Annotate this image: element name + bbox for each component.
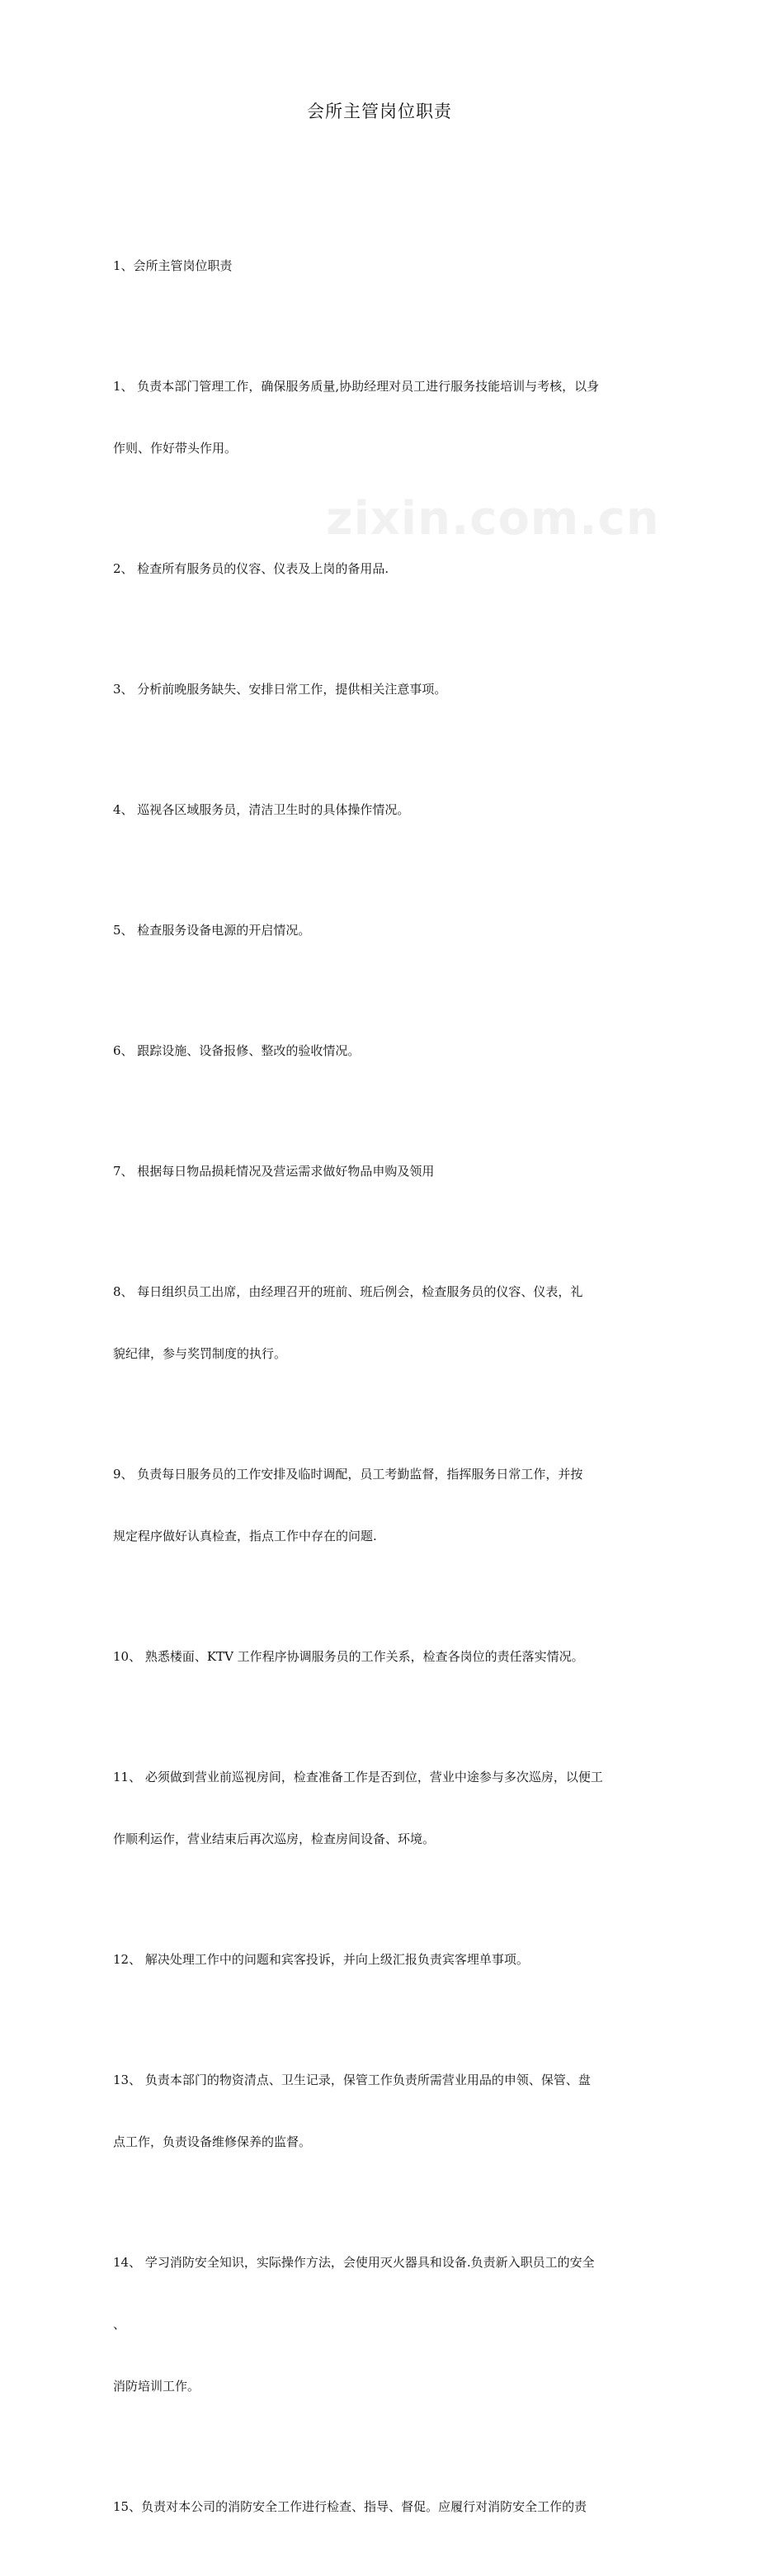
document-title: 会所主管岗位职责: [307, 102, 452, 121]
watermark: zixin.com.cn: [326, 492, 660, 546]
paragraph: [113, 1605, 649, 1709]
paragraph: [113, 1908, 649, 2011]
paragraph-line: 规定程序做好认真检查，指点工作中存在的问题.: [113, 1529, 377, 1543]
paragraph-line: 15、负责对本公司的消防安全工作进行检查、指导、督促。应履行对消防安全工作的责: [113, 2499, 587, 2514]
paragraph-line: 消防培训工作。: [113, 2379, 200, 2394]
paragraph-line: 1、 负责本部门管理工作，确保服务质量,协助经理对员工进行服务技能培训与考核，以身: [113, 379, 600, 394]
paragraph: [113, 2455, 649, 2559]
paragraph-line: 13、 负责本部门的物资清点、卫生记录，保管工作负责所需营业用品的申领、保管、盘: [113, 2073, 591, 2087]
paragraph-line: 作顺利运作，营业结束后再次巡房，检查房间设备、环境。: [113, 1832, 436, 1846]
paragraph: [113, 1120, 649, 1223]
paragraph-line: 10、 熟悉楼面、KTV 工作程序协调服务员的工作关系，检查各岗位的责任落实情况。: [113, 1649, 584, 1664]
paragraph-line: 9、 负责每日服务员的工作安排及临时调配，员工考勤监督，指挥服务日常工作，并按: [113, 1467, 583, 1482]
paragraph: [113, 518, 649, 621]
paragraph: [113, 1423, 649, 1588]
paragraph: [113, 1726, 649, 1891]
paragraph-line: 5、 检查服务设备电源的开启情况。: [113, 923, 311, 938]
paragraph: [113, 759, 649, 862]
paragraph-line: 2、 检查所有服务员的仪容、仪表及上岗的备用品.: [113, 561, 389, 576]
paragraph-line: 7、 根据每日物品损耗情况及营运需求做好物品申购及领用: [113, 1164, 435, 1179]
paragraph: [113, 879, 649, 982]
paragraph-line: 11、 必须做到营业前巡视房间，检查准备工作是否到位，营业中途参与多次巡房，以便工: [113, 1770, 603, 1784]
paragraph: [113, 2211, 649, 2438]
paragraph-line: 14、 学习消防安全知识，实际操作方法，会使用灭火器具和设备.负责新入职员工的安全: [113, 2255, 595, 2270]
paragraph-line: 貌纪律，参与奖罚制度的执行。: [113, 1346, 287, 1361]
paragraph: [113, 215, 649, 318]
paragraph-line: 作则、作好带头作用。: [113, 441, 238, 456]
paragraph: [113, 335, 649, 500]
paragraph-line: 、: [113, 2317, 126, 2332]
paragraph: [113, 1241, 649, 1406]
paragraph-line: 3、 分析前晚服务缺失、安排日常工作，提供相关注意事项。: [113, 682, 447, 697]
paragraph: [113, 2029, 649, 2194]
document-body: [113, 215, 649, 2576]
paragraph-line: 6、 跟踪设施、设备报修、整改的验收情况。: [113, 1043, 361, 1058]
paragraph: [113, 1000, 649, 1103]
paragraph: [113, 638, 649, 741]
paragraph-line: 点工作，负责设备维修保养的监督。: [113, 2134, 312, 2149]
paragraph-line: 8、 每日组织员工出席，由经理召开的班前、班后例会，检查服务员的仪容、仪表，礼: [113, 1284, 583, 1299]
paragraph-line: 1、会所主管岗位职责: [113, 258, 233, 273]
paragraph-line: 4、 巡视各区域服务员，清洁卫生时的具体操作情况。: [113, 802, 410, 817]
paragraph-line: 12、 解决处理工作中的问题和宾客投诉，并向上级汇报负责宾客埋单事项。: [113, 1952, 529, 1967]
